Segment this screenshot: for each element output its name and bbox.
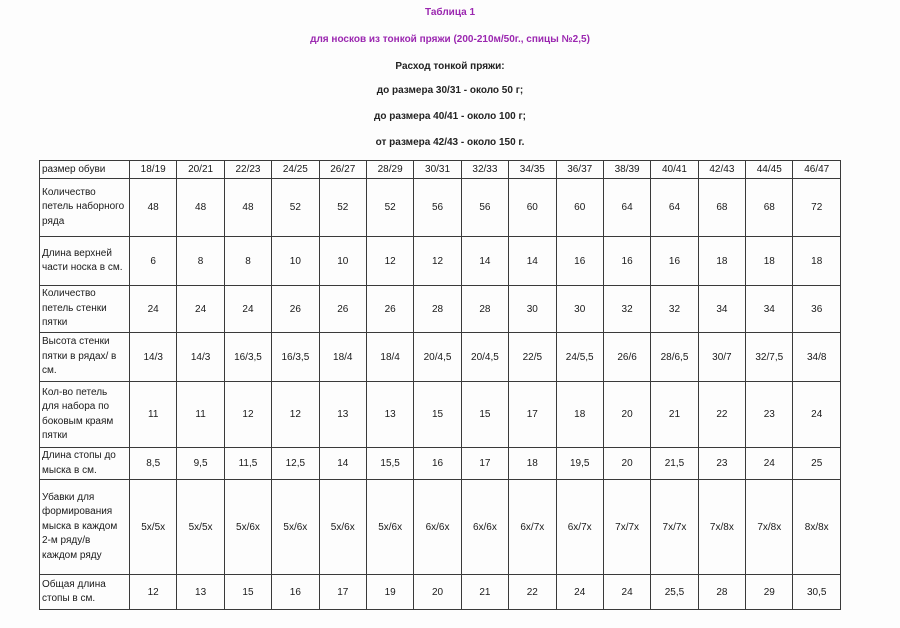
- table-cell: 11: [130, 382, 177, 448]
- size-header-cell: 42/43: [698, 161, 745, 179]
- table-cell: 7х/8х: [698, 480, 745, 575]
- table-cell: 30/7: [698, 333, 745, 382]
- table-row: [40, 448, 841, 480]
- sock-size-table: [39, 160, 841, 610]
- table-cell: 52: [366, 179, 413, 237]
- table-row: [40, 286, 841, 333]
- table-cell: 28: [414, 286, 461, 333]
- table-cell: 10: [319, 237, 366, 286]
- table-cell: 24/5,5: [556, 333, 603, 382]
- row-label: Высота стенки пятки в рядах/ в см.: [40, 333, 130, 382]
- table-row: [40, 237, 841, 286]
- table-subtitle: для носков из тонкой пряжи (200-210м/50г., спицы №2,5): [310, 34, 590, 45]
- table-cell: 26/6: [603, 333, 650, 382]
- table-cell: 6х/6х: [414, 480, 461, 575]
- table-cell: 56: [461, 179, 508, 237]
- table-cell: 20: [603, 382, 650, 448]
- table-cell: 18: [509, 448, 556, 480]
- table-cell: 68: [746, 179, 793, 237]
- table-row: [40, 333, 841, 382]
- table-cell: 14/3: [130, 333, 177, 382]
- table-cell: 19: [366, 575, 413, 610]
- size-header-cell: 38/39: [603, 161, 650, 179]
- table-cell: 28: [698, 575, 745, 610]
- table-cell: 28/6,5: [651, 333, 698, 382]
- row-label: Общая длина стопы в см.: [40, 575, 130, 610]
- table-cell: 5х/6х: [272, 480, 319, 575]
- size-header-cell: 28/29: [366, 161, 413, 179]
- table-cell: 14/3: [177, 333, 224, 382]
- table-cell: 16/3,5: [224, 333, 271, 382]
- table-cell: 20/4,5: [461, 333, 508, 382]
- table-cell: 26: [319, 286, 366, 333]
- row-label: Убавки для формирования мыска в каждом 2-м ряду/в каждом ряду: [40, 480, 130, 575]
- table-cell: 8,5: [130, 448, 177, 480]
- table-cell: 52: [272, 179, 319, 237]
- table-cell: 21: [651, 382, 698, 448]
- table-cell: 10: [272, 237, 319, 286]
- size-header-cell: 26/27: [319, 161, 366, 179]
- table-cell: 24: [177, 286, 224, 333]
- size-header-cell: 18/19: [130, 161, 177, 179]
- table-cell: 12: [130, 575, 177, 610]
- table-cell: 18: [793, 237, 841, 286]
- table-cell: 16/3,5: [272, 333, 319, 382]
- table-cell: 14: [461, 237, 508, 286]
- table-cell: 11,5: [224, 448, 271, 480]
- table-cell: 13: [319, 382, 366, 448]
- table-cell: 60: [556, 179, 603, 237]
- table-cell: 32: [603, 286, 650, 333]
- table-cell: 32/7,5: [746, 333, 793, 382]
- row-label: Количество петель стенки пятки: [40, 286, 130, 333]
- size-header-cell: 44/45: [746, 161, 793, 179]
- table-cell: 20: [414, 575, 461, 610]
- consumption-line-3: от размера 42/43 - около 150 г.: [375, 137, 525, 148]
- size-header-cell: 30/31: [414, 161, 461, 179]
- consumption-line-1: до размера 30/31 - около 50 г;: [376, 85, 524, 96]
- table-cell: 21: [461, 575, 508, 610]
- row-label: Кол-во петель для набора по боковым краям пятки: [40, 382, 130, 448]
- table-cell: 24: [130, 286, 177, 333]
- table-cell: 17: [461, 448, 508, 480]
- size-header-cell: 40/41: [651, 161, 698, 179]
- table-cell: 19,5: [556, 448, 603, 480]
- table-cell: 12: [272, 382, 319, 448]
- table-cell: 14: [319, 448, 366, 480]
- table-cell: 17: [509, 382, 556, 448]
- table-cell: 24: [556, 575, 603, 610]
- table-row: [40, 480, 841, 575]
- size-header-cell: 32/33: [461, 161, 508, 179]
- table-cell: 24: [793, 382, 841, 448]
- table-cell: 9,5: [177, 448, 224, 480]
- table-cell: 30: [556, 286, 603, 333]
- table-cell: 22: [698, 382, 745, 448]
- table-cell: 25,5: [651, 575, 698, 610]
- table-row: [40, 575, 841, 610]
- table-cell: 12: [366, 237, 413, 286]
- table-cell: 6х/7х: [509, 480, 556, 575]
- table-cell: 48: [177, 179, 224, 237]
- yarn-consumption-heading: Расход тонкой пряжи:: [395, 61, 505, 72]
- row-label: Длина верхней части носка в см.: [40, 237, 130, 286]
- size-header-cell: 46/47: [793, 161, 841, 179]
- table-cell: 72: [793, 179, 841, 237]
- table-cell: 30: [509, 286, 556, 333]
- table-cell: 6х/6х: [461, 480, 508, 575]
- table-cell: 16: [603, 237, 650, 286]
- table-cell: 26: [272, 286, 319, 333]
- table-cell: 64: [651, 179, 698, 237]
- table-cell: 25: [793, 448, 841, 480]
- table-header-row: [40, 161, 841, 179]
- consumption-line-2: до размера 40/41 - около 100 г;: [374, 111, 526, 122]
- table-cell: 13: [366, 382, 413, 448]
- table-cell: 16: [414, 448, 461, 480]
- table-cell: 23: [746, 382, 793, 448]
- row-label: Количество петель наборного ряда: [40, 179, 130, 237]
- table-cell: 20: [603, 448, 650, 480]
- table-cell: 36: [793, 286, 841, 333]
- table-cell: 15,5: [366, 448, 413, 480]
- table-cell: 5х/6х: [366, 480, 413, 575]
- table-cell: 12: [414, 237, 461, 286]
- table-cell: 48: [130, 179, 177, 237]
- table-cell: 15: [461, 382, 508, 448]
- size-header-cell: 20/21: [177, 161, 224, 179]
- table-cell: 18/4: [319, 333, 366, 382]
- table-cell: 26: [366, 286, 413, 333]
- table-cell: 18/4: [366, 333, 413, 382]
- size-header-cell: 22/23: [224, 161, 271, 179]
- table-cell: 29: [746, 575, 793, 610]
- table-cell: 24: [224, 286, 271, 333]
- table-cell: 8х/8х: [793, 480, 841, 575]
- table-cell: 15: [414, 382, 461, 448]
- table-cell: 12,5: [272, 448, 319, 480]
- table-cell: 20/4,5: [414, 333, 461, 382]
- table-cell: 14: [509, 237, 556, 286]
- table-cell: 28: [461, 286, 508, 333]
- table-cell: 68: [698, 179, 745, 237]
- table-cell: 18: [746, 237, 793, 286]
- table-cell: 52: [319, 179, 366, 237]
- table-title: Таблица 1: [424, 7, 476, 18]
- table-cell: 5х/5х: [177, 480, 224, 575]
- table-cell: 30,5: [793, 575, 841, 610]
- table-cell: 17: [319, 575, 366, 610]
- table-cell: 8: [177, 237, 224, 286]
- table-cell: 64: [603, 179, 650, 237]
- table-row: [40, 179, 841, 237]
- table-cell: 6х/7х: [556, 480, 603, 575]
- table-cell: 23: [698, 448, 745, 480]
- size-header-cell: 36/37: [556, 161, 603, 179]
- table-cell: 5х/6х: [224, 480, 271, 575]
- table-cell: 56: [414, 179, 461, 237]
- table-cell: 48: [224, 179, 271, 237]
- table-cell: 16: [651, 237, 698, 286]
- table-cell: 6: [130, 237, 177, 286]
- table-cell: 34: [746, 286, 793, 333]
- table-cell: 15: [224, 575, 271, 610]
- table-row: [40, 382, 841, 448]
- table-cell: 22/5: [509, 333, 556, 382]
- table-cell: 5х/6х: [319, 480, 366, 575]
- table-cell: 13: [177, 575, 224, 610]
- table-cell: 21,5: [651, 448, 698, 480]
- table-cell: 32: [651, 286, 698, 333]
- shoe-size-header: размер обуви: [40, 161, 130, 179]
- table-cell: 16: [272, 575, 319, 610]
- table-cell: 22: [509, 575, 556, 610]
- table-cell: 24: [746, 448, 793, 480]
- row-label: Длина стопы до мыска в см.: [40, 448, 130, 480]
- table-cell: 34: [698, 286, 745, 333]
- table-cell: 8: [224, 237, 271, 286]
- table-cell: 60: [509, 179, 556, 237]
- table-cell: 18: [556, 382, 603, 448]
- table-cell: 16: [556, 237, 603, 286]
- size-header-cell: 24/25: [272, 161, 319, 179]
- table-cell: 24: [603, 575, 650, 610]
- table-cell: 11: [177, 382, 224, 448]
- table-cell: 5х/5х: [130, 480, 177, 575]
- table-cell: 7х/8х: [746, 480, 793, 575]
- table-cell: 7х/7х: [603, 480, 650, 575]
- table-cell: 7х/7х: [651, 480, 698, 575]
- size-header-cell: 34/35: [509, 161, 556, 179]
- table-cell: 18: [698, 237, 745, 286]
- table-cell: 12: [224, 382, 271, 448]
- table-cell: 34/8: [793, 333, 841, 382]
